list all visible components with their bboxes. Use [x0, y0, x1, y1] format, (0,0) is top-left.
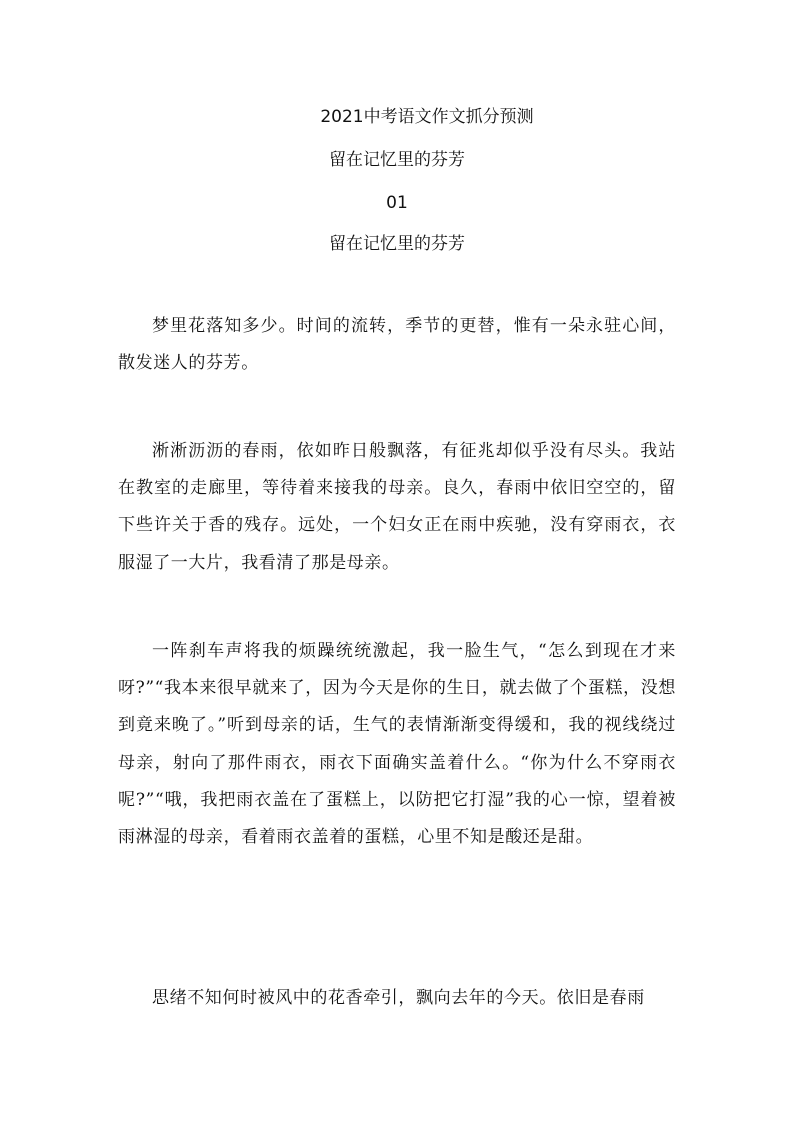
paragraph: 思绪不知何时被风中的花香牵引，飘向去年的今天。依旧是春雨 [152, 988, 645, 1008]
section-number: 01 [386, 193, 408, 213]
paragraph: 淅淅沥沥的春雨，依如昨日般飘落，有征兆却似乎没有尽头。我站在教室的走廊里，等待着来接我的母亲。良久，春雨中依旧空空的，留下些许关于香的残存。远处，一个妇女正在雨中疾驰，没有穿雨衣，衣服湿了一大片，我看清了那是母亲。 [118, 441, 676, 573]
paragraph: 一阵刹车声将我的烦躁统统激起，我一脸生气，“怎么到现在才来呀?”“我本来很早就来了，因为今天是你的生日，就去做了个蛋糕，没想到竟来晚了。”听到母亲的话，生气的表情渐渐变得缓和，我的视线绕过母亲，射向了那件雨衣，雨衣下面确实盖着什么。“你为什么不穿雨衣呢?”“哦，我把雨衣盖在了蛋糕上，以防把它打湿”我的心一惊，望着被雨淋湿的母亲，看着雨衣盖着的蛋糕，心里不知是酸还是甜。 [118, 641, 676, 848]
essay-title: 留在记忆里的芬芳 [329, 234, 465, 254]
document-title: 留在记忆里的芬芳 [329, 150, 465, 170]
paragraph: 梦里花落知多少。时间的流转，季节的更替，惟有一朵永驻心间，散发迷人的芬芳。 [118, 316, 676, 374]
document-heading: 2021中考语文作文抓分预测 [320, 107, 534, 127]
